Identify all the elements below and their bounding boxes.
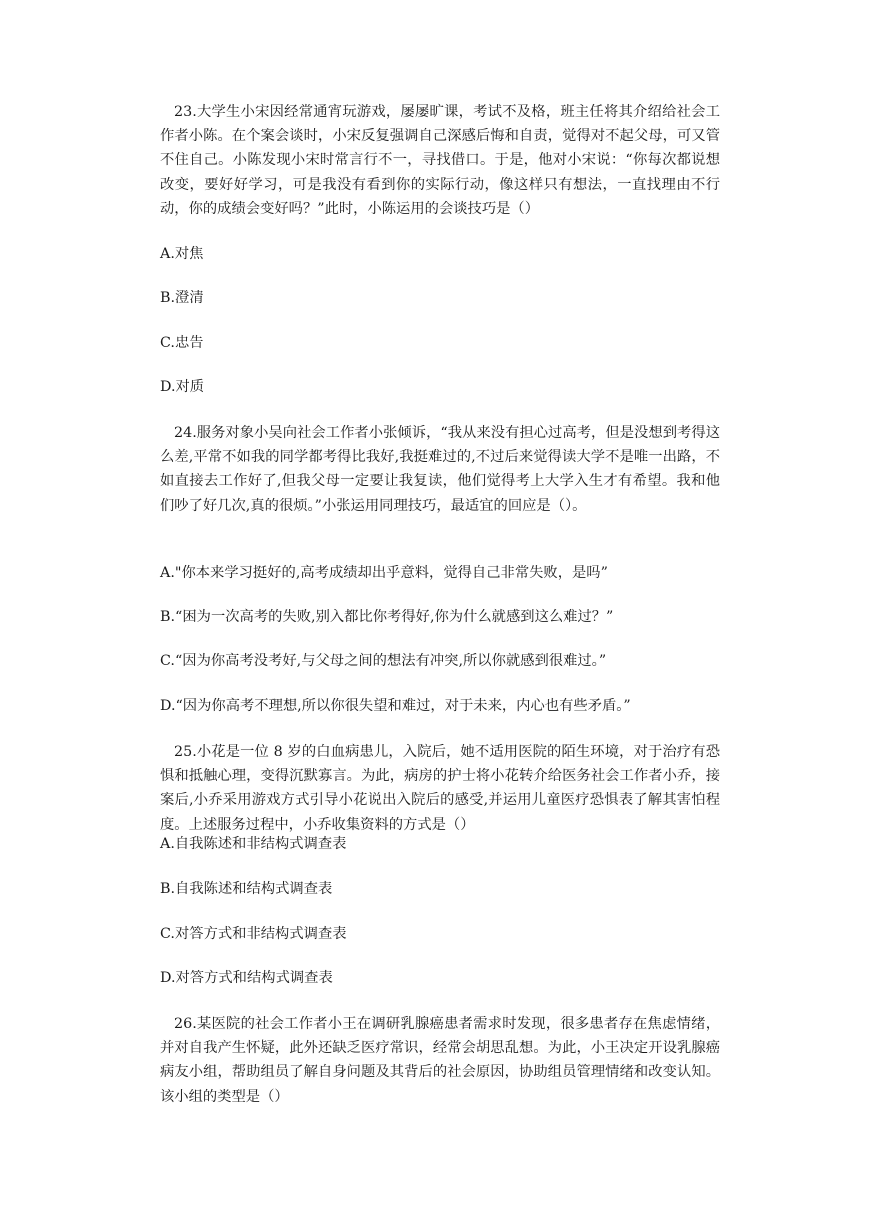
option-b: B.澄清 <box>160 290 204 306</box>
option-c: C.“因为你高考没考好,与父母之间的想法有冲突,所以你就感到很难过。” <box>160 653 607 669</box>
option-d: D.对答方式和结构式调查表 <box>160 970 333 986</box>
question-23 <box>160 100 720 221</box>
option-a: A."你本来学习挺好的,高考成绩却出乎意料，觉得自己非常失败，是吗” <box>160 565 608 581</box>
option-b: B.“困为一次高考的失败,别入都比你考得好,你为什么就感到这么难过？” <box>160 609 614 625</box>
option-c: C.对答方式和非结构式调查表 <box>160 926 347 942</box>
option-d: D.“因为你高考不理想,所以你很失望和难过，对于未来，内心也有些矛盾。” <box>160 698 631 714</box>
question-24 <box>160 421 720 518</box>
option-a: A.自我陈述和非结构式调查表 <box>160 836 347 852</box>
question-stem: 23.大学生小宋因经常通宵玩游戏，屡屡旷课，考试不及格，班主任将其介绍给社会工作者小陈。在个案会谈时，小宋反复强调自己深感后悔和自责，觉得对不起父母，可又管不住自己。小陈发现小宋时常言行不一，寻找借口。于是，他对小宋说：“你每次都说想改变，要好好学习，可是我没有看到你的实际行动，像这样只有想法，一直找理由不行动，你的成绩会变好吗？”此时，小陈运用的会谈技巧是（） <box>160 104 720 217</box>
option-d: D.对质 <box>160 379 205 395</box>
question-25 <box>160 740 720 837</box>
option-c: C.忠告 <box>160 335 204 351</box>
question-stem: 24.服务对象小吴向社会工作者小张倾诉，“我从来没有担心过高考，但是没想到考得这么差,平常不如我的同学都考得比我好,我挺难过的,不过后来觉得读大学不是唯一出路，不如直接去工作好了,但我父母一定要让我复读，他们觉得考上大学入生才有希望。我和他们吵了好几次,真的很烦。”小张运用同理技巧，最适宜的回应是（）。 <box>160 425 720 514</box>
option-a: A.对焦 <box>160 246 204 262</box>
question-stem: 26.某医院的社会工作者小王在调研乳腺癌患者需求时发现，很多患者存在焦虑情绪，并对自我产生怀疑，此外还缺乏医疗常识，经常会胡思乱想。为此，小王决定开设乳腺癌病友小组，帮助组员了解自身问题及其背后的社会原因，协助组员管理情绪和改变认知。该小组的类型是（） <box>160 1016 720 1105</box>
option-b: B.自我陈述和结构式调查表 <box>160 881 333 897</box>
question-stem: 25.小花是一位 8 岁的白血病患儿，入院后，她不适用医院的陌生环境，对于治疗有恐惧和抵触心理，变得沉默寡言。为此，病房的护士将小花转介给医务社会工作者小乔，接案后,小乔采用游戏方式引导小花说出入院后的感受,并运用儿童医疗恐惧表了解其害怕程度。上述服务过程中，小乔收集资料的方式是（） <box>160 744 720 833</box>
question-26 <box>160 1012 720 1109</box>
